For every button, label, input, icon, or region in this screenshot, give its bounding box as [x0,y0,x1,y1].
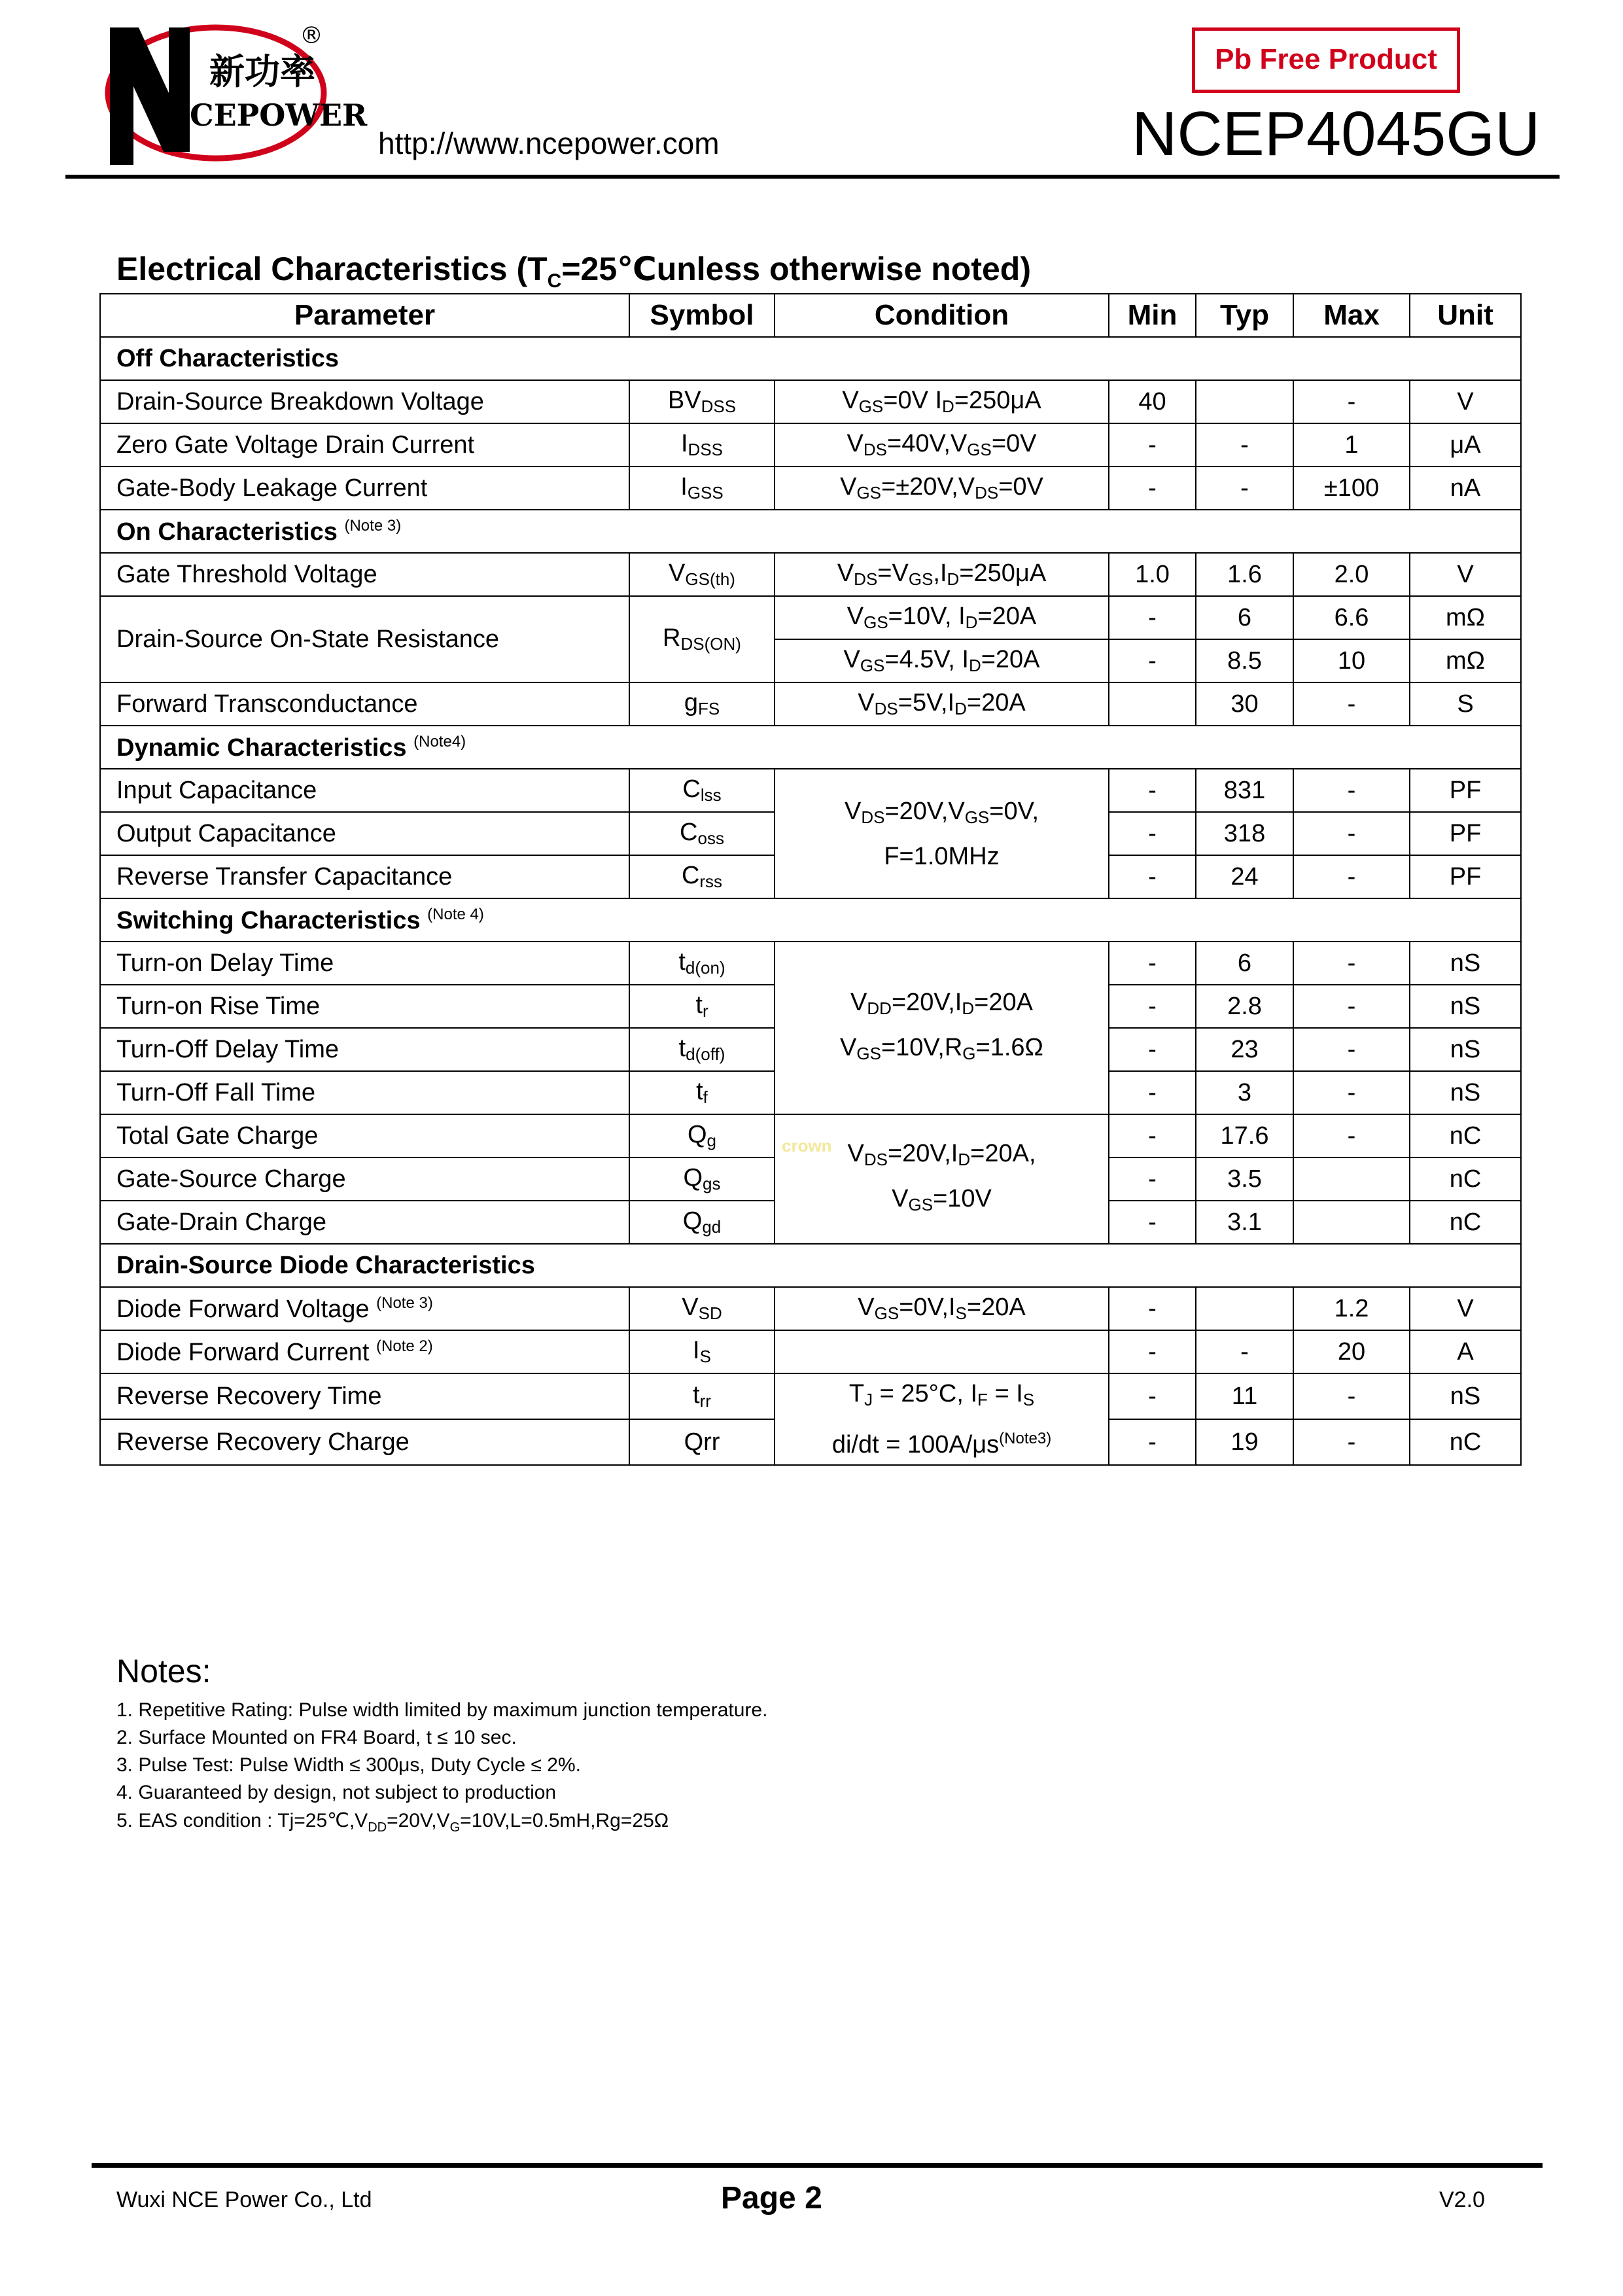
param-cell: Gate-Drain Charge [100,1201,629,1244]
symbol-cell: $g_{FS}$ [629,682,775,726]
symbol-cell: $I_{DSS}$ [629,423,775,467]
typ-cell: 11 [1196,1373,1293,1419]
symbol-cell: $Q_g$ [629,1114,775,1157]
table-row [100,1373,1521,1419]
unit-cell: S [1410,682,1521,726]
section-row [100,510,1521,553]
unit-cell: nC [1410,1201,1521,1244]
typ-cell: 3 [1196,1071,1293,1114]
table-row [100,1330,1521,1373]
max-cell: - [1293,1419,1410,1465]
condition-cell: $V_{DS}=20V,I_D=20A$, $V_{GS}=10V$ [775,1114,1109,1244]
min-cell [1109,682,1196,726]
section-row [100,726,1521,769]
condition-cell: $T_J = 25^\circ C$, $I_F = I_S$ $di/dt = 100A/\mu s^{(Note3)}$ [775,1373,1109,1465]
header-symbol: Symbol [629,294,775,337]
watermark: crown [782,1136,832,1156]
min-cell: - [1109,639,1196,682]
typ-cell: 6 [1196,942,1293,985]
param-cell: Forward Transconductance [100,682,629,726]
min-cell: - [1109,1071,1196,1114]
footer-company: Wuxi NCE Power Co., Ltd [116,2187,372,2212]
note-1: 1. Repetitive Rating: Pulse width limited by maximum junction temperature. [116,1699,768,1721]
pb-free-badge: Pb Free Product [1192,27,1460,93]
condition-cell: $V_{GS}=\pm 20V,V_{DS}=0V$ [775,467,1109,510]
param-cell: Reverse Transfer Capacitance [100,855,629,898]
typ-cell: 30 [1196,682,1293,726]
symbol-cell: $I_S$ [629,1330,775,1373]
min-cell: - [1109,1373,1196,1419]
table-row [100,769,1521,812]
max-cell: 20 [1293,1330,1410,1373]
max-cell: - [1293,812,1410,855]
typ-cell: 19 [1196,1419,1293,1465]
unit-cell: PF [1410,769,1521,812]
min-cell: - [1109,769,1196,812]
max-cell: 2.0 [1293,553,1410,596]
min-cell: - [1109,467,1196,510]
company-logo [92,14,368,171]
symbol-cell: $C_{rss}$ [629,855,775,898]
condition-cell: $V_{DS}=V_{GS},I_D=250\mu A$ [775,553,1109,596]
unit-cell: nC [1410,1157,1521,1201]
unit-cell: nS [1410,942,1521,985]
typ-cell: 3.5 [1196,1157,1293,1201]
symbol-cell: $BV_{DSS}$ [629,380,775,423]
condition-cell: $V_{GS}=10V$, $I_D=20A$ [775,596,1109,639]
unit-cell: nC [1410,1419,1521,1465]
typ-cell: 24 [1196,855,1293,898]
off-characteristics-heading: Off Characteristics [100,337,1521,380]
min-cell: - [1109,1201,1196,1244]
symbol-cell: $t_{d(on)}$ [629,942,775,985]
max-cell [1293,1157,1410,1201]
symbol-cell: $t_r$ [629,985,775,1028]
note-3: 3. Pulse Test: Pulse Width ≤ 300μs, Duty Cycle ≤ 2%. [116,1754,581,1776]
param-cell: Diode Forward Current $^{(Note 2)}$ [100,1330,629,1373]
unit-cell: nS [1410,1028,1521,1071]
param-cell: Turn-Off Fall Time [100,1071,629,1114]
unit-cell: μA [1410,423,1521,467]
header-max: Max [1293,294,1410,337]
typ-cell [1196,380,1293,423]
symbol-cell: $C_{oss}$ [629,812,775,855]
logo-chinese-text: 新功率 [209,51,315,92]
condition-cell: $V_{DS}=40V,V_{GS}=0V$ [775,423,1109,467]
min-cell: 1.0 [1109,553,1196,596]
unit-cell: mΩ [1410,639,1521,682]
max-cell: - [1293,942,1410,985]
symbol-cell: Qrr [629,1419,775,1465]
electrical-characteristics-table [99,293,1522,1466]
table-row [100,596,1521,639]
header-typ: Typ [1196,294,1293,337]
table-row [100,380,1521,423]
dynamic-characteristics-heading: Dynamic Characteristics $^{(Note4)}$ [100,726,1521,769]
table-row [100,467,1521,510]
table-row [100,942,1521,985]
typ-cell: 831 [1196,769,1293,812]
param-cell: Reverse Recovery Time [100,1373,629,1419]
max-cell: - [1293,1373,1410,1419]
diode-characteristics-heading: Drain-Source Diode Characteristics [100,1244,1521,1287]
param-cell: Total Gate Charge [100,1114,629,1157]
condition-cell [775,1330,1109,1373]
min-cell: 40 [1109,380,1196,423]
condition-cell: $V_{GS}=0V$ $I_D=250\mu A$ [775,380,1109,423]
symbol-cell: $C_{lss}$ [629,769,775,812]
typ-cell: - [1196,1330,1293,1373]
website-url[interactable]: http://www.ncepower.com [378,126,720,160]
notes-title: Notes: [116,1653,211,1689]
model-number: NCEP4045GU [1132,99,1541,169]
unit-cell: nS [1410,985,1521,1028]
symbol-cell: $Q_{gd}$ [629,1201,775,1244]
max-cell: - [1293,1114,1410,1157]
symbol-cell: $I_{GSS}$ [629,467,775,510]
table-row [100,682,1521,726]
page-number: Page 2 [721,2181,822,2216]
typ-cell: - [1196,423,1293,467]
typ-cell: 318 [1196,812,1293,855]
condition-cell: $V_{DS}=5V,I_D=20A$ [775,682,1109,726]
typ-cell: 2.8 [1196,985,1293,1028]
condition-cell: $V_{DS}=20V,V_{GS}=0V$, F=1.0MHz [775,769,1109,898]
param-cell: Turn-on Delay Time [100,942,629,985]
max-cell: - [1293,769,1410,812]
min-cell: - [1109,812,1196,855]
max-cell: - [1293,682,1410,726]
symbol-cell: $Q_{gs}$ [629,1157,775,1201]
symbol-cell: $R_{DS(ON)}$ [629,596,775,682]
unit-cell: V [1410,1287,1521,1330]
max-cell: ±100 [1293,467,1410,510]
on-characteristics-heading: On Characteristics $^{(Note 3)}$ [100,510,1521,553]
doc-version: V2.0 [1439,2187,1485,2212]
min-cell: - [1109,596,1196,639]
logo-brand-text: CEPOWER [190,97,368,133]
typ-cell [1196,1287,1293,1330]
header-min: Min [1109,294,1196,337]
table-row [100,1287,1521,1330]
typ-cell: 3.1 [1196,1201,1293,1244]
symbol-cell: $t_{rr}$ [629,1373,775,1419]
min-cell: - [1109,1114,1196,1157]
condition-cell: $V_{GS}=0V,I_S=20A$ [775,1287,1109,1330]
unit-cell: nA [1410,467,1521,510]
max-cell: 1 [1293,423,1410,467]
unit-cell: V [1410,380,1521,423]
section-title: Electrical Characteristics ($T_C=25℃unless$ otherwise noted) [116,251,1032,292]
typ-cell: 17.6 [1196,1114,1293,1157]
switching-characteristics-heading: Switching Characteristics $^{(Note 4)}$ [100,898,1521,942]
typ-cell: 1.6 [1196,553,1293,596]
min-cell: - [1109,942,1196,985]
header-unit: Unit [1410,294,1521,337]
max-cell: - [1293,1071,1410,1114]
note-5: 5. EAS condition : $Tj=25℃,V_{DD}=20V,V_G=10V,L=0.5mH,Rg=25\Omega$ [116,1810,669,1835]
min-cell: - [1109,423,1196,467]
typ-cell: 23 [1196,1028,1293,1071]
symbol-cell: $t_{d(off)}$ [629,1028,775,1071]
table-header-row [100,294,1521,337]
min-cell: - [1109,1330,1196,1373]
header-parameter: Parameter [100,294,629,337]
min-cell: - [1109,1157,1196,1201]
param-cell: Turn-Off Delay Time [100,1028,629,1071]
symbol-cell: $V_{SD}$ [629,1287,775,1330]
section-row [100,337,1521,380]
param-cell: Drain-Source Breakdown Voltage [100,380,629,423]
min-cell: - [1109,1028,1196,1071]
min-cell: - [1109,855,1196,898]
unit-cell: A [1410,1330,1521,1373]
symbol-cell: $t_f$ [629,1071,775,1114]
condition-cell: $V_{DD}=20V,I_D=20A$ $V_{GS}=10V,R_G=1.6\Omega$ [775,942,1109,1114]
param-cell: Gate-Source Charge [100,1157,629,1201]
param-cell: Output Capacitance [100,812,629,855]
typ-cell: - [1196,467,1293,510]
table-row [100,553,1521,596]
max-cell: - [1293,985,1410,1028]
header-divider [65,175,1560,179]
note-4: 4. Guaranteed by design, not subject to production [116,1782,557,1803]
unit-cell: PF [1410,812,1521,855]
footer-divider [92,2163,1543,2168]
condition-cell: $V_{GS}=4.5V$, $I_D=20A$ [775,639,1109,682]
max-cell: - [1293,855,1410,898]
unit-cell: PF [1410,855,1521,898]
min-cell: - [1109,1287,1196,1330]
unit-cell: V [1410,553,1521,596]
param-cell: Input Capacitance [100,769,629,812]
max-cell: 6.6 [1293,596,1410,639]
min-cell: - [1109,985,1196,1028]
max-cell: 1.2 [1293,1287,1410,1330]
unit-cell: mΩ [1410,596,1521,639]
typ-cell: 8.5 [1196,639,1293,682]
param-cell: Gate Threshold Voltage [100,553,629,596]
registered-mark: ® [300,22,323,49]
param-cell: Diode Forward Voltage $^{(Note 3)}$ [100,1287,629,1330]
unit-cell: nS [1410,1071,1521,1114]
note-2: 2. Surface Mounted on FR4 Board, t ≤ 10 sec. [116,1727,517,1748]
header-condition: Condition [775,294,1109,337]
unit-cell: nS [1410,1373,1521,1419]
symbol-cell: $V_{GS(th)}$ [629,553,775,596]
param-cell: Gate-Body Leakage Current [100,467,629,510]
unit-cell: nC [1410,1114,1521,1157]
section-row [100,1244,1521,1287]
max-cell: - [1293,380,1410,423]
max-cell: - [1293,1028,1410,1071]
max-cell [1293,1201,1410,1244]
param-cell: Drain-Source On-State Resistance [100,596,629,682]
typ-cell: 6 [1196,596,1293,639]
param-cell: Turn-on Rise Time [100,985,629,1028]
table-row [100,423,1521,467]
param-cell: Reverse Recovery Charge [100,1419,629,1465]
min-cell: - [1109,1419,1196,1465]
section-row [100,898,1521,942]
max-cell: 10 [1293,639,1410,682]
param-cell: Zero Gate Voltage Drain Current [100,423,629,467]
